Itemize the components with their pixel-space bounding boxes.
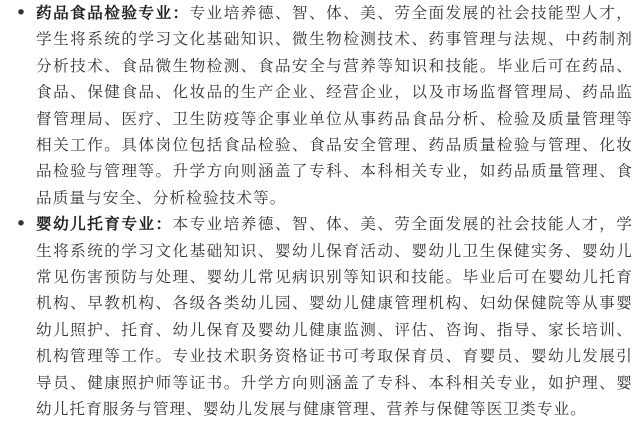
item-term: 婴幼儿托育专业： [36,215,173,234]
item-description [36,211,633,422]
item-text: 专业培养德、智、体、美、劳全面发展的社会技能型人才，学生将系统的学习文化基础知识、微生物检测技术、药事管理与法规、中药制剂分析技术、食品微生物检测、食品安全与营养等知识和技能。毕业后可在药品、食品、保健食品、化妆品的生产企业、经营企业，以及市场监督管理局、药品监督管理局、医疗、卫生防疫等企事业单位从事药品食品分析、检验及质量管理等相关工作。具体岗位包括食品检验、食品安全管理、药品质量检验与管理、化妆品检验与管理等。升学方向则涵盖了专科、本科相关专业，如药品质量管理、食品质量与安全、分析检验技术等。 [36,4,633,207]
item-description [36,0,633,211]
item-text: 本专业培养德、智、体、美、劳全面发展的社会技能人才，学生将系统的学习文化基础知识、婴幼儿保育活动、婴幼儿卫生保健实务、婴幼儿常见伤害预防与处理、婴幼儿常见病识别等知识和技能。毕业后可在婴幼儿托育机构、早教机构、各级各类幼儿园、婴幼儿健康管理机构、妇幼保健院等从事婴幼儿照护、托育、幼儿保育及婴幼儿健康监测、评估、咨询、指导、家长培训、机构管理等工作。专业技术职务资格证书可考取保育员、育婴员、婴幼儿发展引导员、健康照护师等证书。升学方向则涵盖了专科、本科相关专业，如护理、婴幼儿托育服务与管理、婴幼儿发展与健康管理、营养与保健等医卫类专业。 [36,215,633,419]
bullet: • [15,2,27,24]
bullet: • [15,213,27,236]
list-item-food-drug-testing [6,0,633,211]
item-term: 药品食品检验专业： [36,4,190,22]
list-item-infant-care [6,211,633,422]
